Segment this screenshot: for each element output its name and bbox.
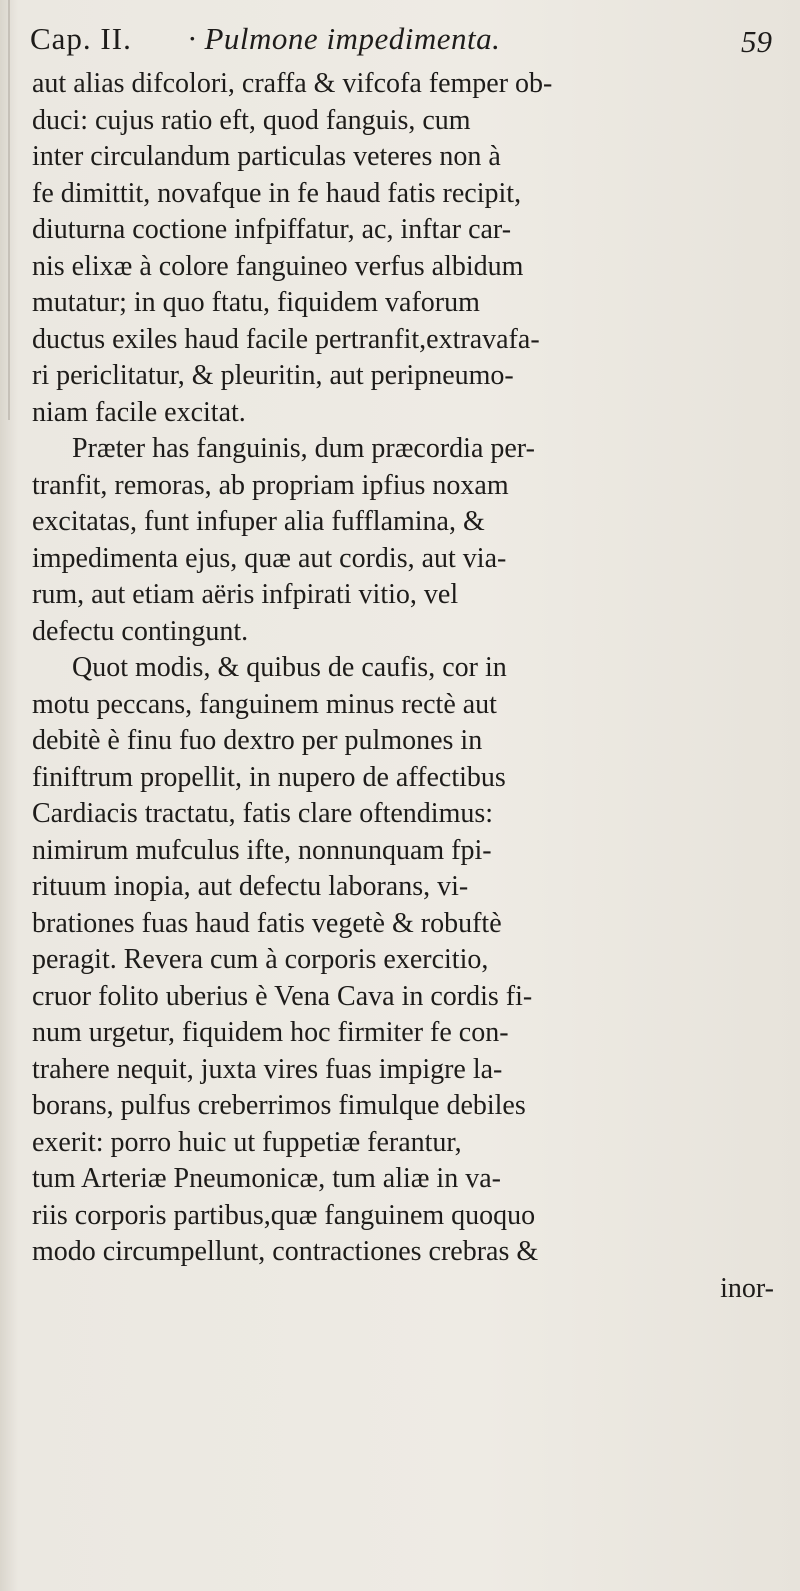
text-line: impedimenta ejus, quæ aut cordis, aut via- bbox=[32, 542, 507, 574]
text-line: inter circulandum particulas veteres non à bbox=[32, 141, 501, 172]
text-line: duci: cujus ratio eft, quod fanguis, cum bbox=[32, 104, 471, 136]
text-line: num urgetur, fiquidem hoc firmiter fe con- bbox=[32, 1017, 509, 1048]
chapter-label: Cap. II. bbox=[30, 21, 132, 56]
text-line: defectu contingunt. bbox=[32, 615, 249, 647]
text-line: tum Arteriæ Pneumonicæ, tum aliæ in va- bbox=[32, 1163, 501, 1194]
text-line: ri periclitatur, & pleuritin, aut peripneumo- bbox=[32, 360, 514, 391]
text-line: brationes fuas haud fatis vegetè & robuftè bbox=[32, 907, 502, 939]
body-text bbox=[32, 66, 780, 1307]
text-line: Cardiacis tractatu, fatis clare oftendimus: bbox=[32, 798, 494, 829]
text-line: nis elixæ à colore fanguineo verfus albidum bbox=[32, 250, 524, 282]
page-number: 59 bbox=[741, 24, 772, 59]
text-line: ductus exiles haud facile pertranfit,extravafa- bbox=[32, 323, 540, 355]
page-header bbox=[30, 14, 780, 64]
text-line: cruor folito uberius è Vena Cava in cordis fi- bbox=[32, 980, 533, 1012]
running-title: · Pulmone impedimenta. bbox=[188, 21, 501, 56]
text-line: rum, aut etiam aëris infpirati vitio, vel bbox=[32, 579, 459, 610]
text-line: fe dimittit, novafque in fe haud fatis recipit, bbox=[32, 177, 522, 209]
text-line: niam facile excitat. bbox=[32, 396, 246, 428]
text-line: rituum inopia, aut defectu laborans, vi- bbox=[32, 871, 469, 902]
page-edge-shadow bbox=[8, 0, 10, 420]
text-line: modo circumpellunt, contractiones crebras & bbox=[32, 1236, 539, 1267]
text-line: motu peccans, fanguinem minus rectè aut bbox=[32, 688, 497, 720]
text-line: aut alias difcolori, craffa & vifcofa femper ob- bbox=[32, 68, 553, 99]
text-line: mutatur; in quo ftatu, fiquidem vaforum bbox=[32, 287, 480, 318]
catchword: inor- bbox=[720, 1272, 774, 1304]
text-line: debitè è finu fuo dextro per pulmones in bbox=[32, 725, 483, 756]
text-line: riis corporis partibus,quæ fanguinem quoquo bbox=[32, 1199, 536, 1231]
text-line: trahere nequit, juxta vires fuas impigre la- bbox=[32, 1053, 503, 1085]
paragraph-start-line: Quot modis, & quibus de caufis, cor in bbox=[72, 652, 507, 683]
text-line: peragit. Revera cum à corporis exercitio, bbox=[32, 944, 489, 975]
text-line: diuturna coctione infpiffatur, ac, inftar car- bbox=[32, 214, 512, 245]
text-line: nimirum mufculus ifte, nonnunquam fpi- bbox=[32, 834, 492, 866]
text-line: tranfit, remoras, ab propriam ipfius noxam bbox=[32, 469, 509, 501]
text-line: finiftrum propellit, in nupero de affectibus bbox=[32, 761, 506, 793]
paragraph-start-line: Præter has fanguinis, dum præcordia per- bbox=[72, 433, 535, 464]
text-line: borans, pulfus creberrimos fimulque debiles bbox=[32, 1090, 526, 1121]
text-line: excitatas, funt infuper alia fufflamina, & bbox=[32, 506, 485, 537]
text-line: exerit: porro huic ut fuppetiæ ferantur, bbox=[32, 1126, 462, 1158]
